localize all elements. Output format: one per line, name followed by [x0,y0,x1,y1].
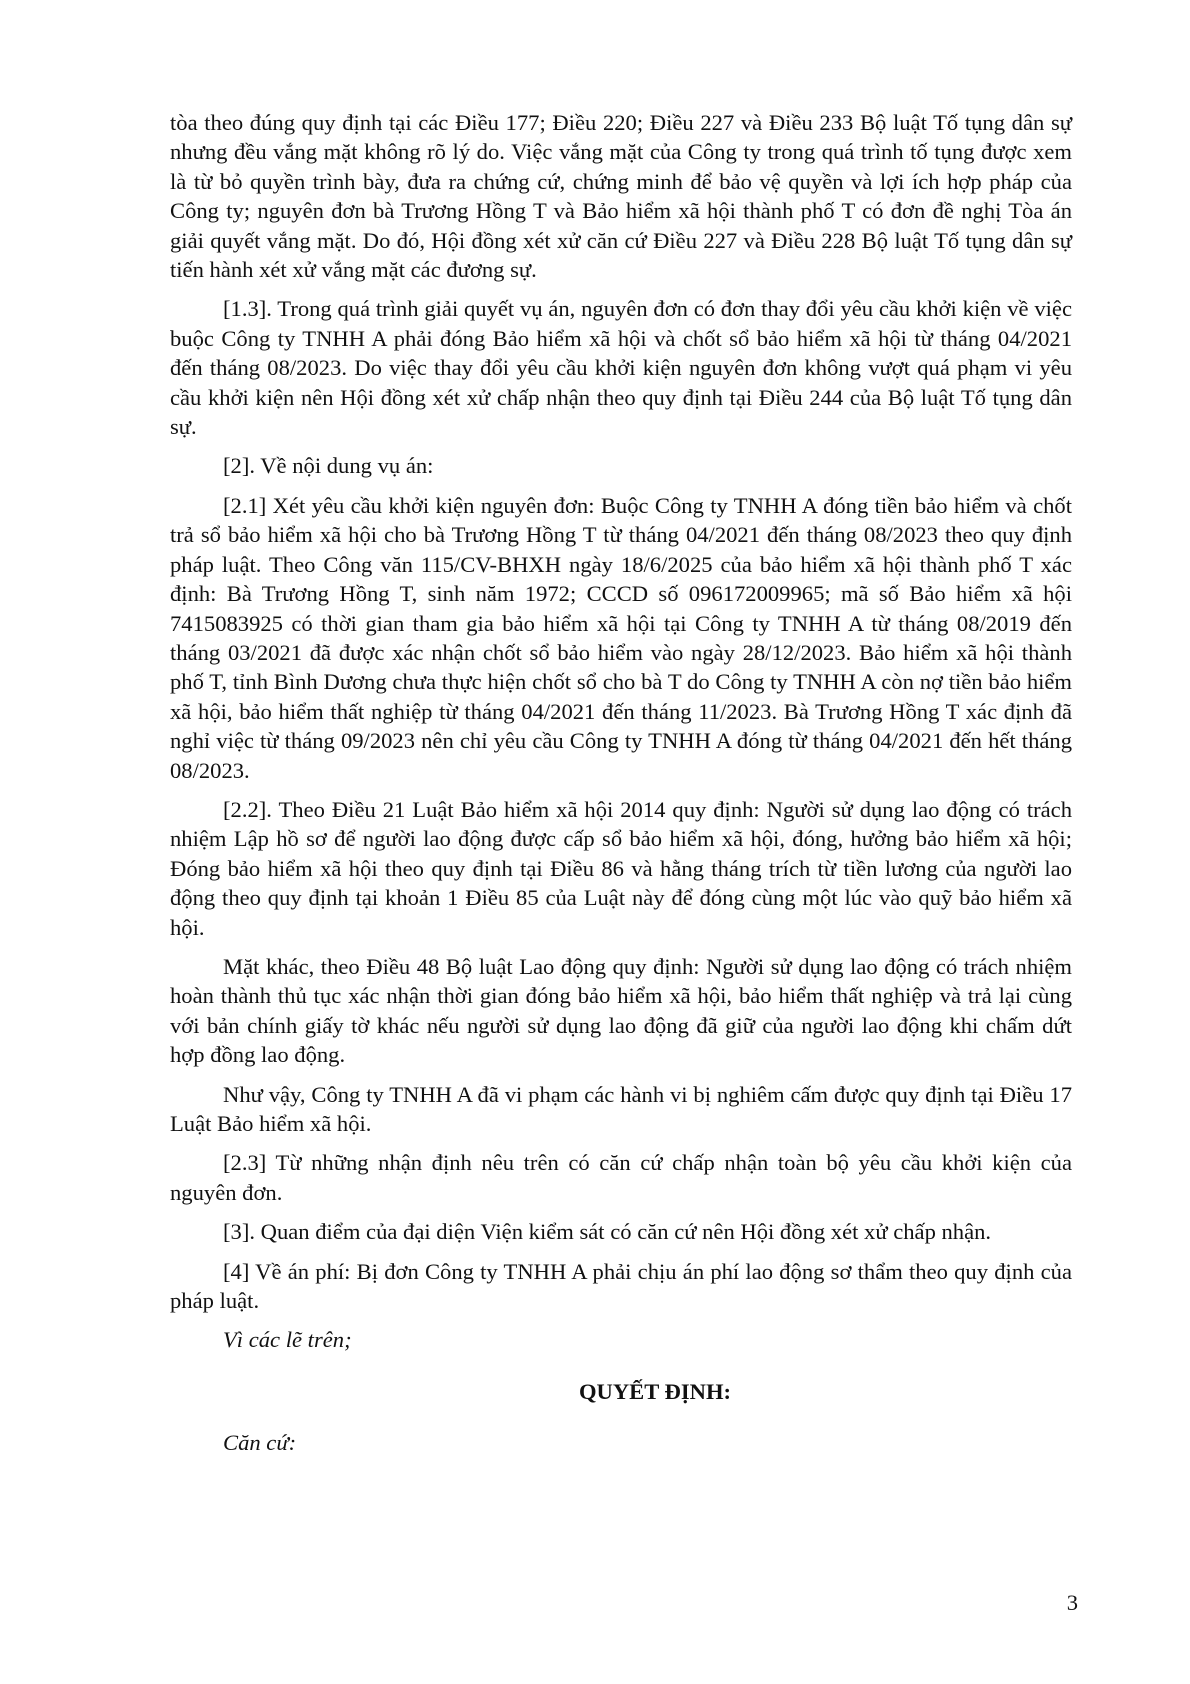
closing-phrase: Vì các lẽ trên; [223,1327,352,1353]
paragraph-3: [3]. Quan điểm của đại diện Viện kiểm sát có căn cứ nên Hội đồng xét xử chấp nhận. [223,1219,992,1245]
paragraph-2-1: [2.1] Xét yêu cầu khởi kiện nguyên đơn: Buộc Công ty TNHH A đóng tiền bảo hiểm và chốt trả sổ bảo hiểm xã hội cho bà Trương Hồng T từ tháng 04/2021 đến tháng 08/2023 theo quy định pháp luật. Theo Công văn 115/CV-BHXH ngày 18/6/2025 của bảo hiểm xã hội thành phố T xác định: Bà Trương Hồng T, sinh năm 1972; CCCD số 096172009965; mã số Bảo hiểm xã hội 7415083925 có thời gian tham gia bảo hiểm xã hội tại Công ty TNHH A từ tháng 08/2019 đến tháng 03/2021 đã được xác nhận chốt sổ bảo hiểm vào ngày 28/12/2023. Bảo hiểm xã hội thành phố T, tỉnh Bình Dương chưa thực hiện chốt sổ cho bà T do Công ty TNHH A còn nợ tiền bảo hiểm xã hội, bảo hiểm thất nghiệp từ tháng 04/2021 đến tháng 11/2023. Bà Trương Hồng T xác định đã nghỉ việc từ tháng 09/2023 nên chỉ yêu cầu Công ty TNHH A đóng từ tháng 04/2021 đến hết tháng 08/2023. [170,492,1072,783]
paragraph-court-absence: tòa theo đúng quy định tại các Điều 177; Điều 220; Điều 227 và Điều 233 Bộ luật Tố tụng dân sự nhưng đều vắng mặt không rõ lý do. Việc vắng mặt của Công ty trong quá trình tố tụng được xem là từ bỏ quyền trình bày, đưa ra chứng cứ, chứng minh để bảo vệ quyền và lợi ích hợp pháp của Công ty; nguyên đơn bà Trương Hồng T và Bảo hiểm xã hội thành phố T có đơn đề nghị Tòa án giải quyết vắng mặt. Do đó, Hội đồng xét xử căn cứ Điều 227 và Điều 228 Bộ luật Tố tụng dân sự tiến hành xét xử vắng mặt các đương sự. [170,110,1072,283]
paragraph-2-2: [2.2]. Theo Điều 21 Luật Bảo hiểm xã hội 2014 quy định: Người sử dụng lao động có trách nhiệm Lập hồ sơ để người lao động được cấp sổ bảo hiểm xã hội, đóng, hưởng bảo hiểm xã hội; Đóng bảo hiểm xã hội theo quy định tại Điều 86 và hằng tháng trích từ tiền lương của người lao động theo quy định tại khoản 1 Điều 85 của Luật này để đóng cùng một lúc vào quỹ bảo hiểm xã hội. [170,796,1072,940]
document-page [170,108,1072,1458]
paragraph-2-3: [2.3] Từ những nhận định nêu trên có căn cứ chấp nhận toàn bộ yêu cầu khởi kiện của nguyên đơn. [170,1150,1072,1205]
page-number: 3 [1066,1590,1078,1615]
paragraph-labor-code: Mặt khác, theo Điều 48 Bộ luật Lao động quy định: Người sử dụng lao động có trách nhiệm hoàn thành thủ tục xác nhận thời gian đóng bảo hiểm xã hội, bảo hiểm thất nghiệp và trả lại cùng với bản chính giấy tờ khác nếu người sử dụng lao động đã giữ của người lao động khi chấm dứt hợp đồng lao động. [170,953,1072,1068]
basis-label: Căn cứ: [223,1430,297,1456]
paragraph-1-3: [1.3]. Trong quá trình giải quyết vụ án, nguyên đơn có đơn thay đổi yêu cầu khởi kiện về việc buộc Công ty TNHH A phải đóng Bảo hiểm xã hội và chốt sổ bảo hiểm xã hội từ tháng 04/2021 đến tháng 08/2023. Do việc thay đổi yêu cầu khởi kiện nguyên đơn không vượt quá phạm vi yêu cầu khởi kiện nên Hội đồng xét xử chấp nhận theo quy định tại Điều 244 của Bộ luật Tố tụng dân sự. [170,296,1072,440]
paragraph-violation: Như vậy, Công ty TNHH A đã vi phạm các hành vi bị nghiêm cấm được quy định tại Điều 17 Luật Bảo hiểm xã hội. [170,1081,1072,1136]
decision-heading: QUYẾT ĐỊNH: [578,1378,732,1404]
paragraph-2-heading: [2]. Về nội dung vụ án: [223,453,434,479]
paragraph-4: [4] Về án phí: Bị đơn Công ty TNHH A phải chịu án phí lao động sơ thẩm theo quy định của pháp luật. [170,1258,1072,1314]
